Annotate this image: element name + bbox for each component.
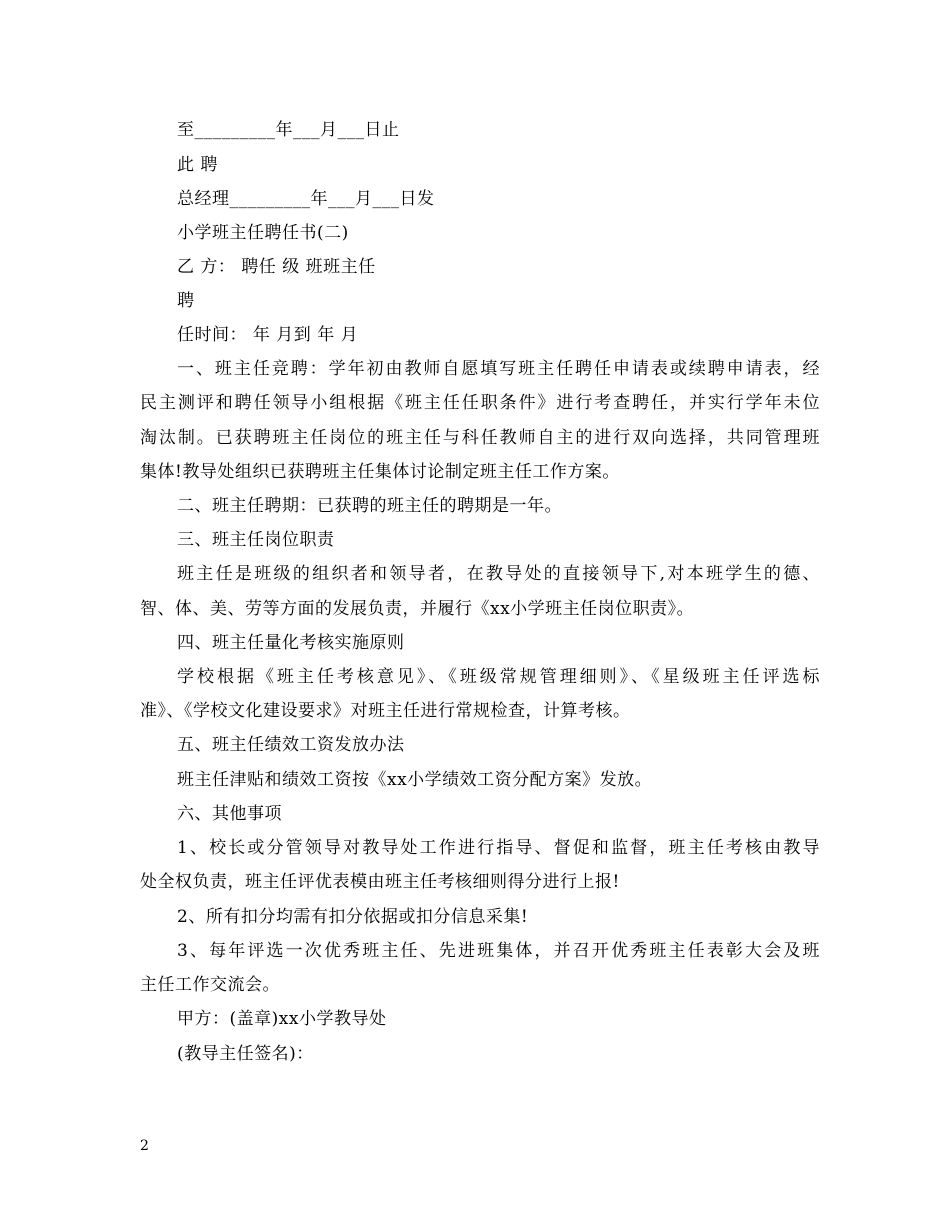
paragraph-line: 集体!教导处组织已获聘班主任集体讨论制定班主任工作方案。 — [140, 462, 620, 482]
page-number: 2 — [140, 1138, 149, 1154]
signature-line: 甲方：(盖章)xx小学教导处 — [177, 1009, 387, 1029]
text-line: 此 聘 — [177, 155, 218, 175]
section-heading: 六、其他事项 — [177, 804, 282, 824]
text-line: 总经理_________年___月___日发 — [177, 189, 435, 209]
text-line: 任时间： 年 月到 年 月 — [177, 325, 359, 345]
paragraph-line: 学校根据《班主任考核意见》、《班级常规管理细则》、《星级班主任评选标 — [177, 667, 820, 687]
paragraph-line: 2、所有扣分均需有扣分依据或扣分信息采集! — [177, 907, 529, 927]
paragraph-line: 1、校长或分管领导对教导处工作进行指导、督促和监督，班主任考核由教导 — [177, 838, 820, 858]
paragraph-line: 一、班主任竞聘：学年初由教师自愿填写班主任聘任申请表或续聘申请表，经 — [177, 359, 820, 379]
section-heading: 小学班主任聘任书(二) — [177, 223, 349, 243]
text-line: 乙 方： 聘任 级 班班主任 — [177, 257, 376, 277]
text-line: 聘 — [177, 291, 195, 311]
paragraph-line: 主任工作交流会。 — [140, 975, 280, 995]
paragraph-line: 班主任是班级的组织者和领导者，在教导处的直接领导下,对本班学生的德、 — [177, 564, 820, 584]
paragraph-line: 3、每年评选一次优秀班主任、先进班集体，并召开优秀班主任表彰大会及班 — [177, 941, 820, 961]
section-heading: 三、班主任岗位职责 — [177, 530, 335, 550]
paragraph-line: 准》、《学校文化建设要求》对班主任进行常规检查，计算考核。 — [140, 701, 631, 721]
section-heading: 四、班主任量化考核实施原则 — [177, 633, 405, 653]
paragraph-line: 民主测评和聘任领导小组根据《班主任任职条件》进行考查聘任，并实行学年未位 — [140, 393, 820, 413]
signature-line: (教导主任签名)： — [177, 1044, 314, 1064]
paragraph-line: 班主任津贴和绩效工资按《xx小学绩效工资分配方案》发放。 — [177, 770, 653, 790]
paragraph-line: 二、班主任聘期：已获聘的班主任的聘期是一年。 — [177, 496, 562, 516]
paragraph-line: 智、体、美、劳等方面的发展负责，并履行《xx小学班主任岗位职责》。 — [140, 599, 695, 619]
paragraph-line: 处全权负责，班主任评优表模由班主任考核细则得分进行上报! — [140, 872, 620, 892]
section-heading: 五、班主任绩效工资发放办法 — [177, 735, 405, 755]
text-line: 至_________年___月___日止 — [177, 120, 400, 140]
paragraph-line: 淘汰制。已获聘班主任岗位的班主任与科任教师自主的进行双向选择，共同管理班 — [140, 428, 820, 448]
